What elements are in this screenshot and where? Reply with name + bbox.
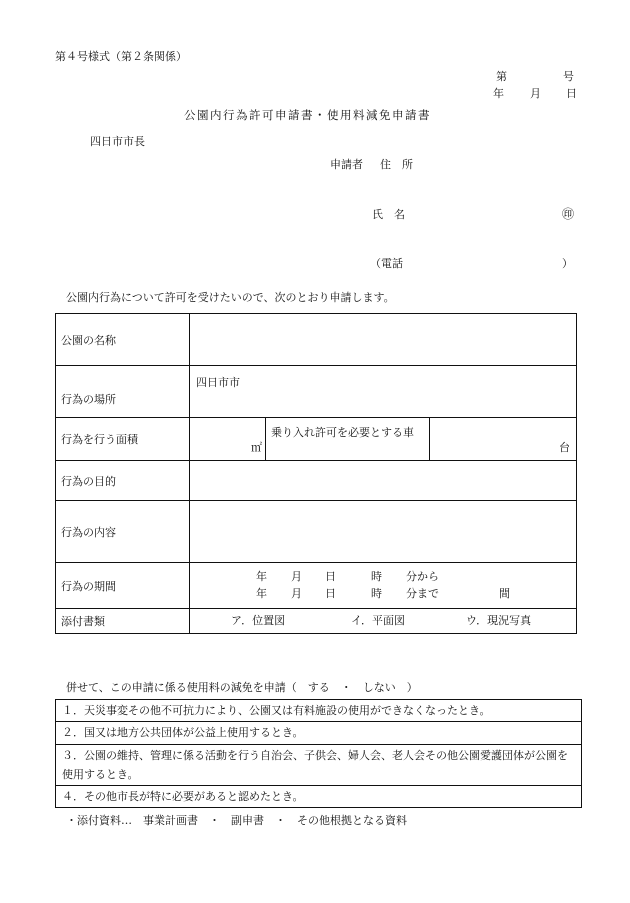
row-purpose	[56, 461, 577, 501]
attach-option-u[interactable]: ウ．現況写真	[466, 614, 532, 627]
reduction-reasons-list	[55, 699, 582, 808]
to-hour: 時	[371, 587, 382, 600]
reason-row	[56, 700, 582, 722]
doc-number-prefix: 第	[496, 70, 507, 83]
reason-row	[56, 722, 582, 744]
applicant-label: 申請者	[330, 158, 363, 171]
period-label: 行為の期間	[56, 563, 190, 609]
purpose-field[interactable]	[190, 461, 577, 501]
vehicle-field[interactable]	[430, 418, 577, 461]
row-location	[56, 366, 577, 418]
to-day: 日	[325, 587, 336, 600]
to-year: 年	[256, 587, 267, 600]
reason-item[interactable]: ３．公園の維持、管理に係る活動を行う自治会、子供会、婦人会、老人会その他公園愛護団体が公園を使用するとき。	[56, 744, 582, 786]
intro-text: 公園内行為について許可を受けたいので、次のとおり申請します。	[66, 291, 395, 304]
location-field[interactable]	[190, 366, 577, 418]
park-name-label: 公園の名称	[56, 314, 190, 366]
from-hour: 時	[371, 570, 382, 583]
date-month: 月	[530, 87, 541, 100]
to-month: 月	[291, 587, 302, 600]
from-year: 年	[256, 570, 267, 583]
area-label: 行為を行う面積	[56, 418, 190, 461]
period-field[interactable]	[190, 563, 577, 609]
purpose-label: 行為の目的	[56, 461, 190, 501]
phone-close: ）	[562, 257, 573, 270]
seal-icon: ㊞	[562, 207, 575, 221]
location-value: 四日市市	[196, 376, 240, 389]
row-attachments	[56, 609, 577, 634]
period-total: 間	[499, 587, 510, 600]
document-title: 公園内行為許可申請書・使用料減免申請書	[184, 108, 431, 122]
area-field[interactable]	[190, 418, 266, 461]
addressee: 四日市市長	[90, 135, 145, 148]
attach-options	[190, 609, 577, 634]
attach-label: 添付書類	[56, 609, 190, 634]
phone-open: （電話	[370, 257, 403, 270]
attach-option-i[interactable]: イ．平面図	[351, 614, 406, 627]
date-year: 年	[493, 87, 504, 100]
vehicle-unit: 台	[559, 440, 571, 454]
vehicle-label: 乗り入れ許可を必要とする車	[266, 418, 430, 461]
row-park-name	[56, 314, 577, 366]
from-month: 月	[291, 570, 302, 583]
doc-number-suffix: 号	[563, 70, 574, 83]
date-day: 日	[566, 87, 577, 100]
row-content	[56, 501, 577, 563]
attach-option-a[interactable]: ア．位置図	[231, 614, 286, 627]
row-period	[56, 563, 577, 609]
reason-row	[56, 744, 582, 786]
location-label: 行為の場所	[56, 366, 190, 418]
from-day: 日	[325, 570, 336, 583]
to-minute: 分まで	[406, 587, 439, 600]
content-label: 行為の内容	[56, 501, 190, 563]
reason-row	[56, 786, 582, 808]
address-label: 住 所	[380, 158, 413, 171]
from-minute: 分から	[406, 570, 439, 583]
reason-item[interactable]: ２．国又は地方公共団体が公益上使用するとき。	[56, 722, 582, 744]
row-area	[56, 418, 577, 461]
park-name-field[interactable]	[190, 314, 577, 366]
reason-item[interactable]: ４．その他市長が特に必要があると認めたとき。	[56, 786, 582, 808]
content-field[interactable]	[190, 501, 577, 563]
reduction-request[interactable]: 併せて、この申請に係る使用料の減免を申請（ する ・ しない ）	[66, 681, 418, 694]
reason-item[interactable]: １．天災事変その他不可抗力により、公園又は有料施設の使用ができなくなったとき。	[56, 700, 582, 722]
form-number: 第４号様式（第２条関係）	[55, 50, 187, 63]
application-form-table	[55, 313, 577, 634]
name-label: 氏 名	[372, 208, 405, 221]
area-unit: ㎡	[251, 440, 262, 454]
attachment-materials: ・添付資料… 事業計画書 ・ 副申書 ・ その他根拠となる資料	[66, 814, 407, 827]
